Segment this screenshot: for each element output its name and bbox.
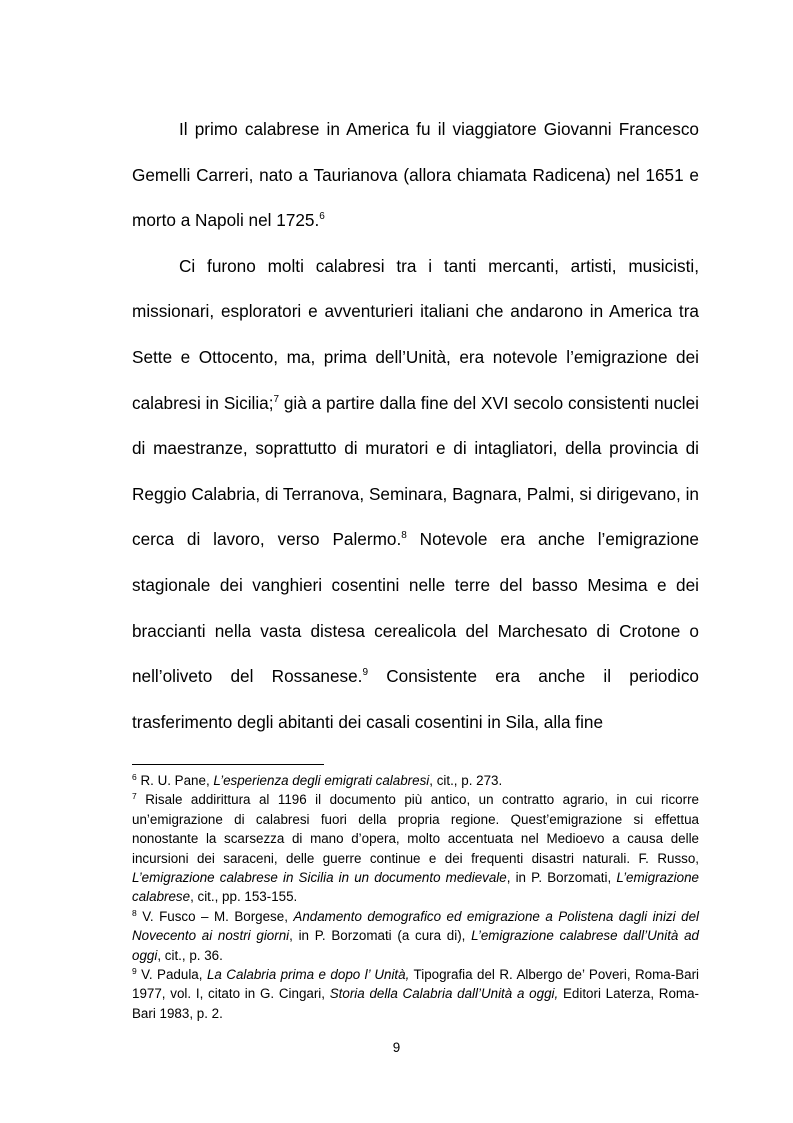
footnote-text: Tipografia del R. Albergo de’ Poveri, Roma-Bari 1977, vol. I, citato in G. Cingari, [132, 967, 700, 1002]
footnote-title: L’emigrazione calabrese dall’Unità ad oggi [132, 928, 699, 963]
paragraph-text: Consistente era anche il periodico trasferimento degli abitanti dei casali cosentini in Sila, alla fine [132, 666, 699, 732]
footnote-ref-8[interactable]: 8 [401, 530, 407, 542]
footnote-separator [132, 764, 324, 765]
footnote-title: L’emigrazione calabrese [132, 870, 700, 905]
footnotes [132, 771, 699, 1023]
page-number: 9 [392, 1040, 401, 1055]
footnote-text: V. Padula, [136, 967, 207, 983]
footnote-text: V. Fusco – M. Borgese, [136, 908, 294, 924]
footnote-ref-7[interactable]: 7 [273, 393, 280, 405]
footnote-title: La Calabria prima e dopo l’ Unità, [206, 967, 410, 983]
footnote-7 [132, 790, 699, 906]
footnote-ref-6[interactable]: 6 [319, 211, 325, 223]
body-text [132, 107, 699, 745]
paragraph-1 [132, 107, 699, 244]
footnote-title: Storia della Calabria dall’Unità a oggi, [329, 986, 559, 1002]
footnote-number: 6 [132, 772, 137, 782]
footnote-text: Editori Laterza, Roma-Bari 1983, p. 2. [132, 986, 699, 1021]
footnote-text: , cit., p. 273. [429, 773, 503, 788]
footnote-number: 9 [132, 966, 137, 977]
paragraph-text: Il primo calabrese in America fu il viaggiatore Giovanni Francesco Gemelli Carreri, nato a Taurianova (allora chiamata Radicena) nel 1651 e morto a Napoli nel 1725. [132, 119, 699, 231]
footnote-9 [132, 965, 699, 1023]
footnote-text: Risale addirittura al 1196 il documento più antico, un contratto agrario, in cui ricorre un’emigrazione di calabresi fuori della propria regione. Quest’emigrazione si effettua nonostante la scarsezza di mano d’opera, molto accentuata nel Medioevo a causa delle incursioni dei saraceni, delle guerre continue e dei frequenti disastri naturali. F. Russo, [132, 792, 699, 866]
paragraph-text: Notevole era anche l’emigrazione stagionale dei vanghieri cosentini nelle terre del basso Mesima e dei braccianti nella vasta distesa cerealicola del Marchesato di Crotone o nell’oliveto del Rossanese. [132, 529, 699, 687]
paragraph-text: già a partire dalla fine del XVI secolo consistenti nuclei di maestranze, soprattutto di muratori e di intagliatori, della provincia di Reggio Calabria, di Terranova, Seminara, Bagnara, Palmi, si dirigevano, in cerca di lavoro, verso Palermo. [132, 392, 699, 550]
footnote-title: Andamento demografico ed emigrazione a Polistena dagli inizi del Novecento ai nostri giorni [132, 908, 699, 944]
footnote-text: , in P. Borzomati (a cura di), [289, 928, 472, 944]
footnote-text: , cit., pp. 153-155. [190, 889, 298, 905]
footnote-8 [132, 907, 699, 965]
footnote-text: , in P. Borzomati, [506, 870, 617, 886]
footnote-title: L’esperienza degli emigrati calabresi [213, 773, 430, 788]
footnote-ref-9[interactable]: 9 [362, 667, 368, 679]
footnote-text: R. U. Pane, [136, 773, 214, 788]
paragraph-text: Ci furono molti calabresi tra i tanti mercanti, artisti, musicisti, missionari, esploratori e avventurieri italiani che andarono in America tra Sette e Ottocento, ma, prima dell’Unità, era notevole l’emigrazione dei calabresi in Sicilia; [132, 255, 699, 413]
footnote-6 [132, 771, 699, 790]
footnote-text: , cit., p. 36. [157, 947, 223, 963]
paragraph-2 [132, 244, 699, 746]
footnote-number: 8 [132, 907, 137, 918]
footnote-title: L’emigrazione calabrese in Sicilia in un documento medievale [132, 870, 507, 886]
footnote-number: 7 [132, 791, 137, 802]
